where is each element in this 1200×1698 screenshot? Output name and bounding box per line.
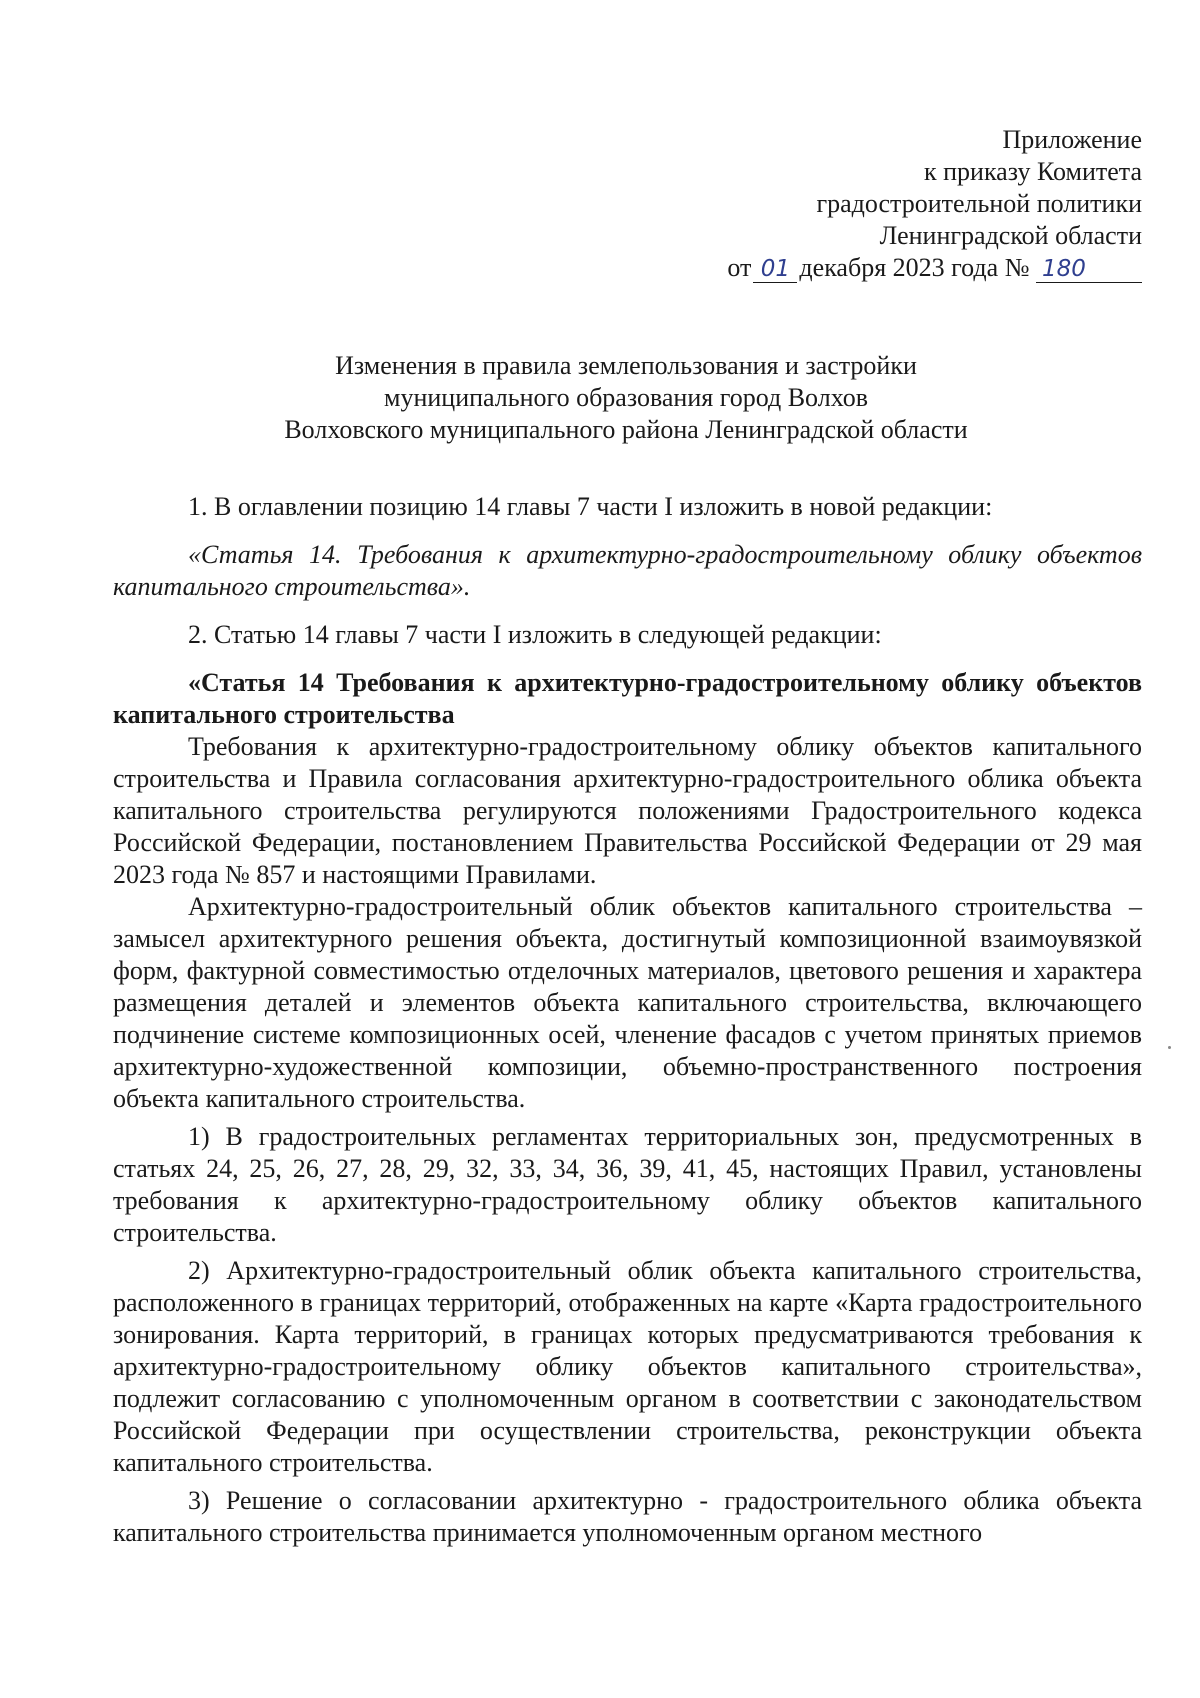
addressee-committee: градостроительной политики	[816, 189, 1142, 218]
item-2: 2. Статью 14 главы 7 части I изложить в следующей редакции:	[188, 620, 882, 649]
addressee-region: Ленинградской области	[879, 221, 1142, 250]
paragraph-item-3: 3) Решение о согласовании архитектурно - градостроительного облика объекта капитального строительства принимается уполномоченным органом местного	[113, 1486, 1142, 1547]
addressee-block	[727, 124, 1142, 284]
item-1: 1. В оглавлении позицию 14 главы 7 части I изложить в новой редакции:	[188, 492, 993, 521]
paragraph-item-2: 2) Архитектурно-градостроительный облик объекта капитального строительства, расположенного в границах территорий, отображенных на карте «Карта градостроительного зонирования. Карта территорий, в границах которых предусматриваются требования к архитектурно-градостроительному облику объектов капитального строительства», подлежит согласованию с уполномоченным органом в соответствии с законодательством Российской Федерации при осуществлении строительства, реконструкции объекта капитального строительства.	[113, 1256, 1142, 1477]
handwritten-order-number: 180	[1036, 256, 1142, 283]
document-title	[110, 350, 1142, 446]
date-prefix: от	[727, 253, 752, 282]
title-line-1: Изменения в правила землепользования и застройки	[335, 351, 917, 380]
paragraph-requirements: Требования к архитектурно-градостроительному облику объектов капитального строительства и Правила согласования архитектурно-градостроительного облика объекта капитального строительства регулируются положениями Градостроительного кодекса Российской Федерации, постановлением Правительства Российской Федерации от 29 мая 2023 года № 857 и настоящими Правилами.	[113, 732, 1142, 889]
document-body	[113, 491, 1142, 1549]
handwritten-day: 01	[753, 256, 797, 283]
paragraph-definition: Архитектурно-градостроительный облик объектов капитального строительства – замысел архитектурного решения объекта, достигнутый композиционной взаимоувязкой форм, фактурной совместимостью отделочных материалов, цветового решения и характера размещения деталей и элементов объекта капитального строительства, включающего подчинение системе композиционных осей, членение фасадов с учетом принятых приемов архитектурно-художественной композиции, объемно-пространственного построения объекта капитального строительства.	[113, 892, 1142, 1113]
addressee-order-ref: к приказу Комитета	[923, 157, 1142, 186]
paragraph-item-1: 1) В градостроительных регламентах территориальных зон, предусмотренных в статьях 24, 25, 26, 27, 28, 29, 32, 33, 34, 36, 39, 41, 45, настоящих Правил, установлены требования к архитектурно-градостроительному облику объектов капитального строительства.	[113, 1122, 1142, 1247]
addressee-appendix: Приложение	[1002, 125, 1142, 154]
item-1-quote: «Статья 14. Требования к архитектурно-градостроительному облику объектов капитального строительства».	[113, 540, 1142, 601]
scan-speck	[1168, 1046, 1171, 1049]
date-rest: декабря 2023 года №	[799, 253, 1030, 282]
title-line-2: муниципального образования город Волхов	[384, 383, 868, 412]
title-line-3: Волховского муниципального района Ленинградской области	[284, 415, 968, 444]
order-date-line	[727, 252, 1142, 284]
article-heading: «Статья 14 Требования к архитектурно-градостроительному облику объектов капитального строительства	[113, 668, 1142, 729]
